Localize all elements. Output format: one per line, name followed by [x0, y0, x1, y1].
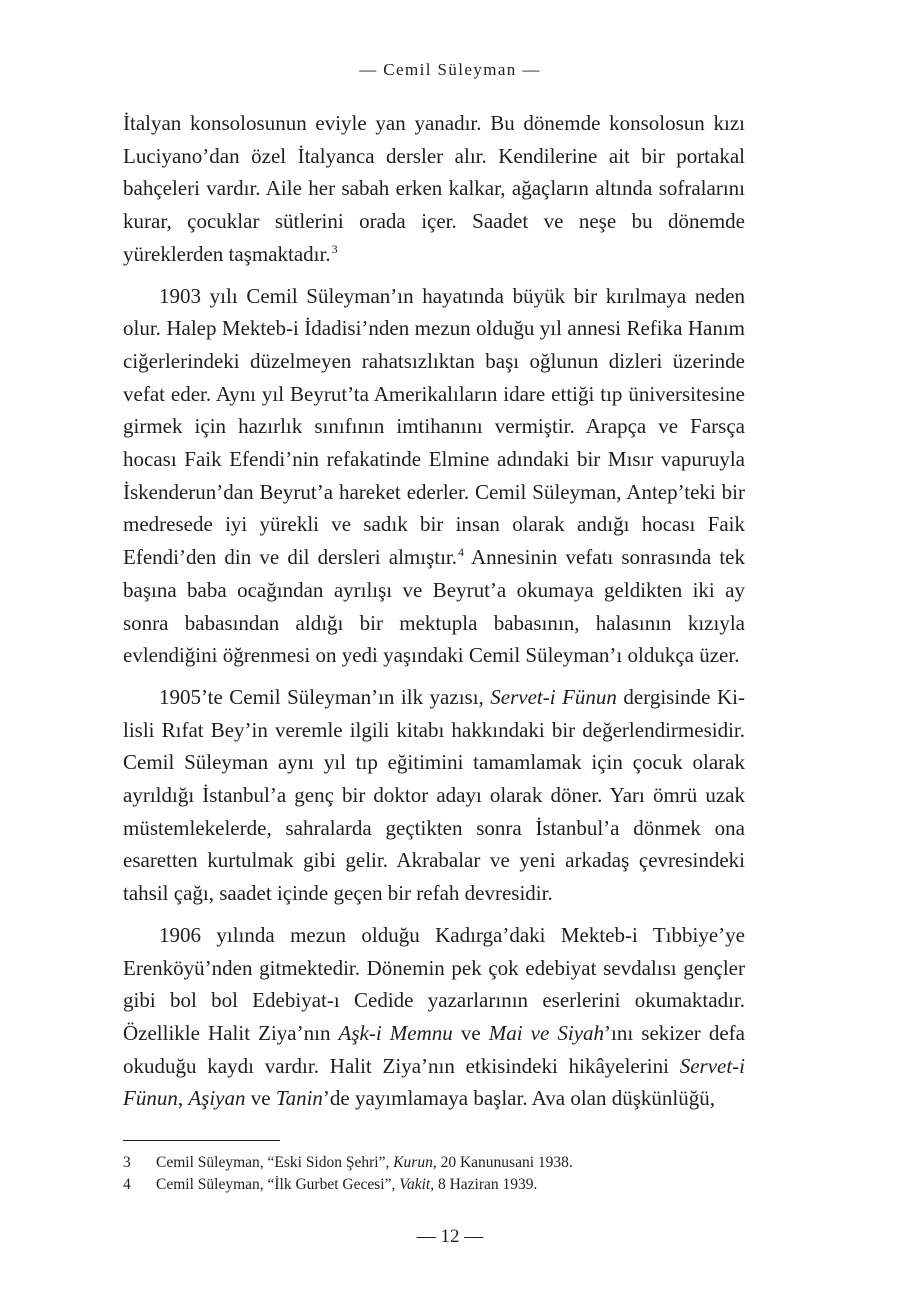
paragraph-1	[123, 107, 745, 271]
footnote-text-part: , 8 Haziran 1939.	[430, 1176, 538, 1193]
running-header: — Cemil Süleyman —	[359, 60, 541, 79]
footnote-ref-4: 4	[458, 545, 465, 560]
italic-title: Tanin	[275, 1086, 323, 1111]
paragraph-2-text-cont: Annesinin vefatı sonrasında tek başına baba ocağından ayrılışı ve Beyrut’a okumaya geldikten iki ay sonra babasından aldığı bir mektupla babasının, halasının kızıyla evlendiğini öğrenmesi on yedi yaşındaki Cemil Süleyman’ı oldukça üzer.	[123, 545, 745, 668]
footnote-number: 3	[123, 1154, 131, 1171]
footnote-text	[156, 1152, 573, 1174]
footnotes	[123, 1152, 745, 1196]
paragraph-4-text: ’ını sekizer defa okuduğu kaydı vardır. Halit Ziya’nın etkisindeki hikâyelerini	[123, 1020, 745, 1078]
paragraph-3-text-cont: dergisinde Kilisli Rıfat Bey’in veremle ilgili kitabı hakkındaki bir değerlendirmesidir. Cemil Süleyman aynı yıl tıp eğitimini tamamlamak için çocuk olarak ayrıldığı İstanbul’a genç bir doktor adayı olarak döner. Yarı ömrü uzak müstemlekelerde, sahralarda geçtikten sonra İstanbul’a dönmek ona esaretten kurtulmak gibi gelir. Akrabalar ve yeni arkadaş çevresindeki tahsil çağı, saadet içinde geçen bir refah devresidir.	[123, 684, 745, 906]
footnote-source: Kurun	[393, 1154, 433, 1171]
body-text	[123, 107, 745, 1115]
paragraph-1-text: İtalyan konsolosunun eviyle yan yanadır. Bu dönemde konsolosun kızı Luciyano’dan özel İtalyanca dersler alır. Kendilerine ait bir portakal bahçeleri vardır. Aile her sabah erken kalkar, ağaçların altında sofralarını kurar, çocuklar sütlerini orada içer. Saadet ve neşe bu dönemde yüreklerden taşmaktadır.	[123, 111, 745, 266]
paragraph-2-text: 1903 yılı Cemil Süleyman’ın hayatında büyük bir kırılmaya neden olur. Halep Mekteb-i İdadisi’nden mezun olduğu yıl annesi Refika Hanım ciğerlerindeki düzelmeyen rahatsızlıktan başı oğlunun dizleri üzerinde vefat eder. Aynı yıl Beyrut’ta Amerikalıların idare ettiği tıp üniversitesine girmek için hazırlık sınıfının imtihanını vermiştir. Arapça ve Farsça hocası Faik Efendi’nin refakatinde Elmine adındaki bir Mısır vapuruyla İskenderun’dan Beyrut’a hareket ederler. Cemil Süleyman, Antep’teki bir medresede iyi yürekli ve sadık bir insan olarak andığı hocası Faik Efendi’den din ve dil dersleri almıştır.	[123, 283, 745, 570]
footnote-4	[123, 1174, 745, 1196]
paragraph-4-text: ve	[452, 1020, 489, 1045]
footnote-divider	[123, 1140, 280, 1141]
footnote-text-part: Cemil Süleyman, “İlk Gurbet Gecesi”,	[156, 1176, 400, 1193]
italic-title: Servet-i Fünun	[123, 1053, 745, 1111]
footnote-number: 4	[123, 1176, 131, 1193]
footnote-text-part: , 20 Kanunusani 1938.	[432, 1154, 573, 1171]
italic-title: Mai ve Siyah	[488, 1020, 605, 1045]
italic-title: Aşiyan	[188, 1086, 246, 1111]
paragraph-4	[123, 919, 745, 1115]
paragraph-4-text: ,	[177, 1086, 189, 1111]
paragraph-4-text: 1906 yılında mezun olduğu Kadırga’daki Mekteb-i Tıbbiye’ye Erenköyü’nden gitmektedir. Dönemin pek çok edebiyat sevdalısı gençler gibi bol bol Edebiyat-ı Cedide yazarlarının eserlerini okumaktadır. Özellikle Halit Ziya’nın	[123, 922, 745, 1045]
paragraph-2	[123, 280, 745, 672]
paragraph-4-text: ve	[245, 1086, 276, 1111]
italic-title: Servet-i Fünun	[490, 684, 617, 709]
page-number: — 12 —	[416, 1226, 484, 1247]
footnote-3	[123, 1152, 745, 1174]
paragraph-3-text: 1905’te Cemil Süleyman’ın ilk yazısı,	[159, 684, 491, 709]
footnote-text	[156, 1174, 537, 1196]
footnote-text-part: Cemil Süleyman, “Eski Sidon Şehri”,	[156, 1154, 394, 1171]
italic-title: Aşk-i Memnu	[338, 1020, 453, 1045]
paragraph-3	[123, 681, 745, 910]
footnote-ref-3: 3	[331, 241, 338, 256]
footnote-source: Vakit	[399, 1176, 431, 1193]
paragraph-4-text: ’de yayımlamaya başlar. Ava olan düşkünlüğü,	[322, 1086, 716, 1111]
